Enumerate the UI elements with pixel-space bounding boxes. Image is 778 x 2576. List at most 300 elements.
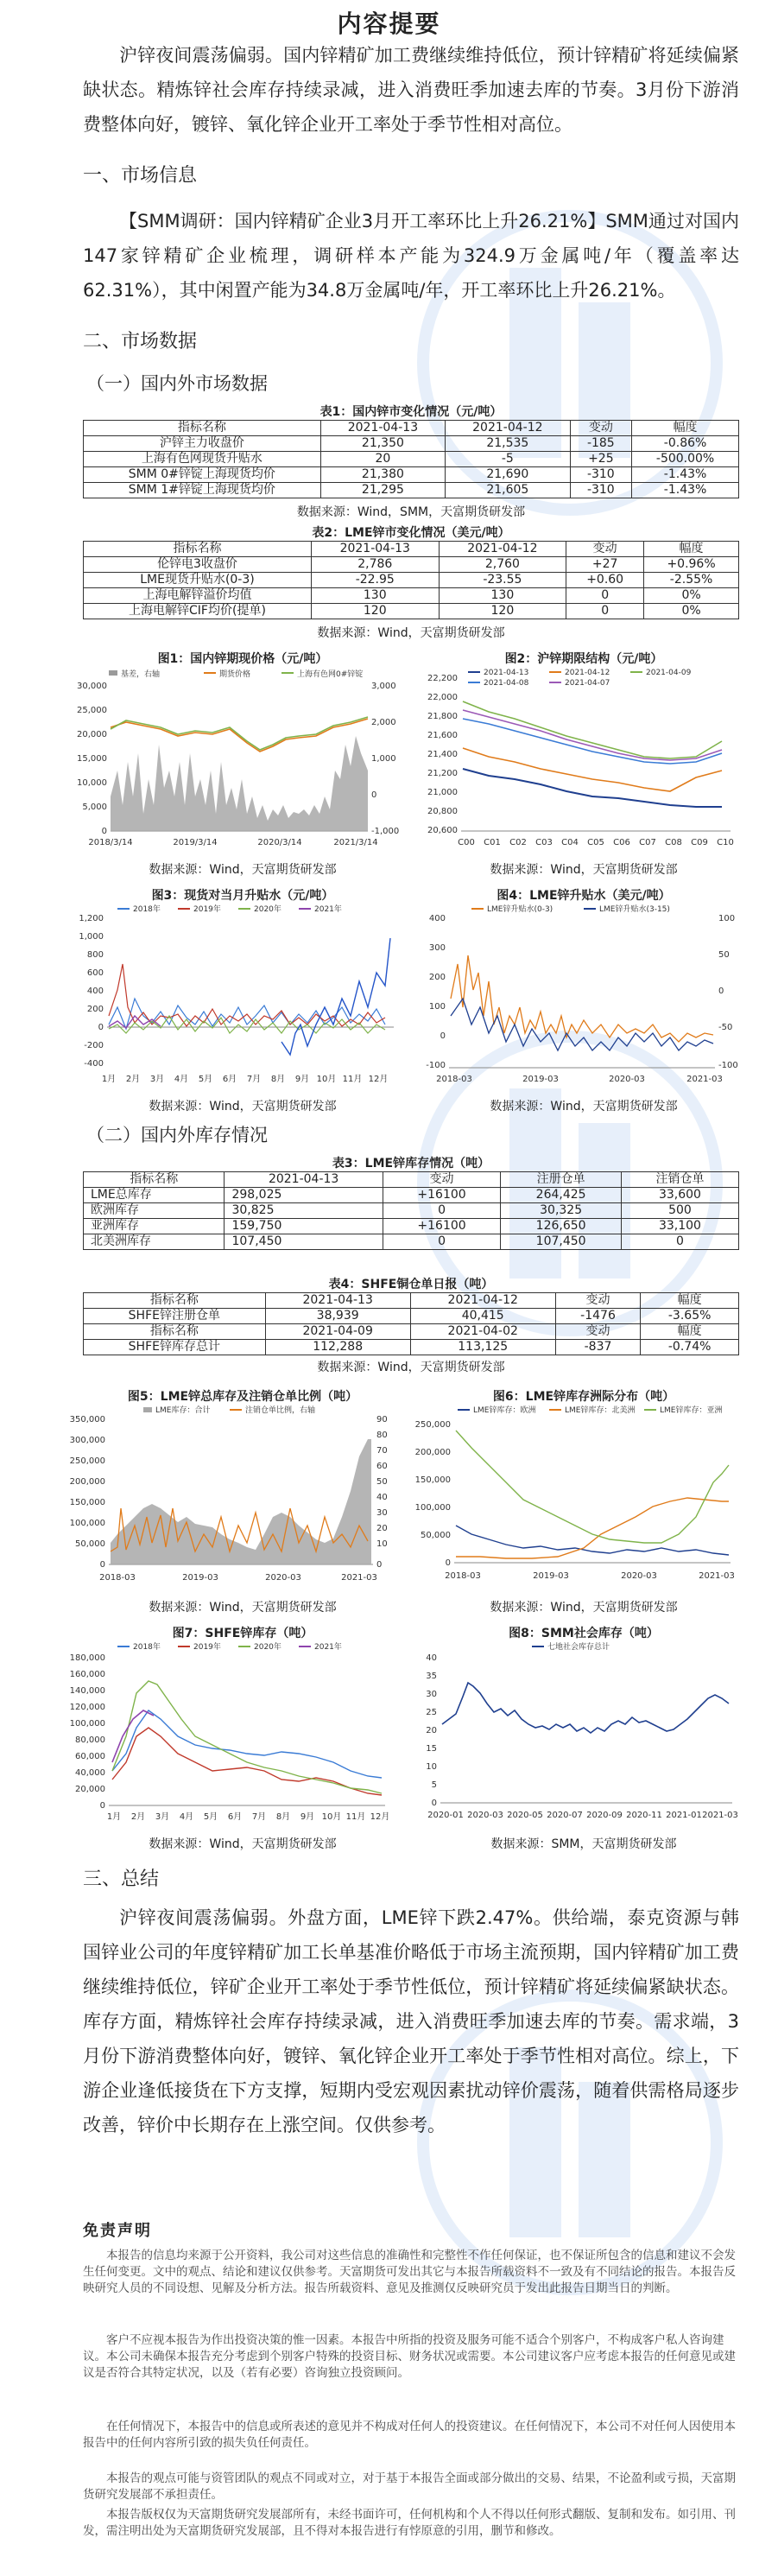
table-header: 注册仓单 — [501, 1172, 622, 1188]
domestic-zinc-table — [83, 420, 739, 498]
legend-label: LME库存：合计 — [155, 1406, 211, 1415]
y-tick: 20,800 — [427, 807, 458, 816]
table-cell: -1476 — [555, 1309, 641, 1324]
x-tick: 2019-03 — [182, 1573, 218, 1583]
fig5-source: 数据来源：Wind，天富期货研发部 — [149, 1601, 337, 1615]
fig5-caption: 图5：LME锌总库存及注销仓单比例（吨） — [127, 1390, 358, 1404]
table-cell: +25 — [570, 452, 632, 467]
table-cell: 120 — [311, 604, 439, 619]
table-row — [84, 1188, 739, 1203]
y2-tick: 0 — [371, 790, 377, 800]
table-cell: 21,535 — [446, 436, 570, 452]
table-header: 2021-04-13 — [265, 1293, 410, 1309]
y-tick: 300 — [428, 943, 446, 953]
legend-label: 期货价格 — [219, 670, 251, 679]
x-tick: 9月 — [294, 1075, 310, 1084]
curve-2021-04-12 — [463, 748, 722, 791]
disclaimer-paragraph: 本报告版权仅为天富期货研究发展部所有，未经书面许可，任何机构和个人不得以任何形式翻版、复制和发布。如引用、刊发，需注明出处为天富期货研究发展部，且不得对本报告进行有悖原意的引用，删节和修改。 — [83, 2508, 736, 2538]
y-tick: 25 — [426, 1708, 437, 1717]
x-tick: 2018-03 — [445, 1571, 481, 1581]
y-tick: 0 — [99, 1560, 105, 1570]
y-tick: 200 — [86, 1005, 104, 1014]
y-tick: -200 — [84, 1041, 104, 1050]
x-tick: 6月 — [227, 1812, 243, 1822]
fig1-y2-axis — [371, 682, 399, 836]
table-cell: 0 — [566, 588, 644, 604]
table-header: 幅度 — [632, 421, 739, 436]
fig4-y2-axis — [718, 914, 738, 1070]
x-tick: 2019-03 — [533, 1571, 569, 1581]
table-cell: LME现货升贴水(0-3) — [84, 573, 312, 588]
social-inventory-line — [442, 1683, 729, 1733]
x-tick: 2021-03 — [702, 1811, 738, 1820]
y-tick: 100 — [428, 1002, 446, 1012]
table-cell: 30,325 — [501, 1203, 622, 1219]
y-tick: 120,000 — [69, 1703, 105, 1712]
x-tick: 2020-09 — [586, 1811, 623, 1820]
y-tick: 600 — [86, 968, 104, 978]
table-header: 指标名称 — [84, 1324, 266, 1340]
fig1-y-axis — [77, 682, 107, 836]
y-tick: 0 — [431, 1799, 437, 1808]
fig1-legend — [109, 669, 363, 679]
x-tick: C06 — [613, 838, 630, 847]
y2-tick: -1,000 — [371, 827, 400, 836]
table-cell: -0.74% — [641, 1340, 739, 1355]
x-tick: 2018/3/14 — [88, 838, 133, 847]
fig4-y-axis — [426, 914, 446, 1070]
table-cell: SMM 1#锌锭上海现货均价 — [84, 483, 321, 498]
x-tick: 11月 — [342, 1075, 363, 1084]
x-tick: C03 — [535, 838, 553, 847]
y-tick: 160,000 — [69, 1670, 105, 1679]
fig6-x-axis — [445, 1571, 735, 1581]
x-tick: 4月 — [174, 1075, 189, 1084]
fig3-caption: 图3：现货对当月升贴水（元/吨） — [151, 889, 334, 903]
fig1-chart — [74, 667, 402, 857]
table-cell: 0% — [644, 604, 739, 619]
table-cell: 107,450 — [501, 1234, 622, 1250]
disclaimer-paragraph: 本报告的观点可能与资管团队的观点不同或对立，对于基于本报告全面或部分做出的交易、结果，不论盈利或亏损，天富期货研究发展部不承担责任。 — [83, 2471, 736, 2502]
lme-inventory-area — [111, 1439, 371, 1564]
table-cell: 130 — [439, 588, 566, 604]
y-tick: 35 — [426, 1672, 437, 1681]
y2-tick: 2,000 — [371, 718, 396, 727]
x-tick: 2月 — [125, 1075, 141, 1084]
fig4-x-axis — [436, 1075, 723, 1084]
fig5-legend — [143, 1405, 315, 1415]
table-cell: 126,650 — [501, 1219, 622, 1234]
legend-label: 2019年 — [193, 905, 221, 914]
y-tick: 400 — [428, 914, 446, 923]
y-tick: 21,400 — [427, 750, 458, 759]
y-tick: -400 — [84, 1059, 104, 1069]
fig8-y-axis — [426, 1653, 437, 1808]
table-cell: 112,288 — [265, 1340, 410, 1355]
table-header: 注销仓单 — [621, 1172, 738, 1188]
x-tick: C10 — [717, 838, 734, 847]
y-tick: 10,000 — [77, 778, 107, 788]
table1-source: 数据来源：Wind，SMM，天富期货研发部 — [296, 505, 526, 519]
table-header: 2021-04-12 — [439, 542, 566, 557]
y2-tick: 70 — [376, 1446, 388, 1456]
x-tick: 2019-03 — [522, 1075, 559, 1084]
table-cell: 30,825 — [225, 1203, 383, 1219]
x-tick: 2020-11 — [626, 1811, 662, 1820]
legend-label: 2020年 — [254, 905, 281, 914]
x-tick: 6月 — [222, 1075, 237, 1084]
table-header: 变动 — [570, 421, 632, 436]
y-tick: 140,000 — [69, 1686, 105, 1696]
table-cell: -500.00% — [632, 452, 739, 467]
table-cell: -185 — [570, 436, 632, 452]
table-row — [84, 604, 739, 619]
table-cell: -5 — [446, 452, 570, 467]
europe-line — [456, 1526, 729, 1555]
asia-line — [456, 1431, 729, 1543]
table-cell: +16100 — [383, 1219, 501, 1234]
legend-label: 2021年 — [314, 1643, 342, 1652]
y-tick: 0 — [445, 1558, 451, 1568]
table-header: 2021-04-13 — [320, 421, 445, 436]
y-tick: 250,000 — [69, 1456, 105, 1466]
table-cell: 298,025 — [225, 1188, 383, 1203]
table-cell: 亚洲库存 — [84, 1219, 225, 1234]
x-tick: 2月 — [130, 1812, 146, 1822]
fig3-x-axis — [102, 1074, 389, 1084]
table-header: 变动 — [555, 1293, 641, 1309]
y-tick: 21,000 — [427, 788, 458, 797]
table-cell: 2,786 — [311, 557, 439, 573]
x-tick: 5月 — [203, 1812, 218, 1822]
fig5-y-axis — [70, 1415, 105, 1570]
y2-tick: 1,000 — [371, 754, 396, 764]
market-info-paragraph: 【SMM调研：国内锌精矿企业3月开工率环比上升26.21%】SMM通过对国内147家锌精矿企业梳理，调研样本产能为324.9万金属吨/年（覆盖率达62.31%），其中闲置产能为34.8万金属吨/年，开工率环比上升26.21%。 — [83, 211, 739, 301]
fig4-source: 数据来源：Wind，天富期货研发部 — [490, 1100, 678, 1114]
y-tick: -100 — [426, 1061, 446, 1070]
x-tick: 12月 — [368, 1075, 389, 1084]
y2-tick: 3,000 — [371, 682, 396, 691]
table-cell: 0 — [383, 1203, 501, 1219]
legend-label: LME锌升贴水(3-15) — [599, 905, 670, 914]
y-tick: 22,000 — [427, 693, 458, 702]
legend-label: 七地社会库存总计 — [547, 1643, 610, 1652]
table-header: 幅度 — [644, 542, 739, 557]
y-tick: 25,000 — [77, 706, 107, 715]
y-tick: 21,800 — [427, 712, 458, 721]
fig2-y-axis — [427, 674, 458, 835]
legend-label: LME锌升贴水(0-3) — [487, 905, 553, 914]
fig2-chart — [420, 667, 748, 857]
table-row — [84, 588, 739, 604]
x-tick: 10月 — [321, 1812, 342, 1822]
x-tick: C01 — [484, 838, 501, 847]
table-row — [84, 573, 739, 588]
legend-label: 2021-04-08 — [484, 679, 529, 688]
table-cell: 20 — [320, 452, 445, 467]
table-header: 2021-04-13 — [311, 542, 439, 557]
legend-label: 2020年 — [254, 1643, 281, 1652]
table-cell: -0.86% — [632, 436, 739, 452]
y-tick: 80,000 — [75, 1735, 105, 1745]
table-cell: 120 — [439, 604, 566, 619]
table-cell: -22.95 — [311, 573, 439, 588]
y-tick: 5,000 — [82, 803, 107, 812]
table-cell: 113,125 — [410, 1340, 555, 1355]
table-cell: +0.60 — [566, 573, 644, 588]
disclaimer-title: 免责声明 — [83, 2222, 152, 2240]
legend-label: LME锌库存：欧洲 — [473, 1406, 536, 1415]
y-tick: 21,200 — [427, 769, 458, 778]
spread-0-3-line — [451, 955, 713, 1042]
fig3-legend — [117, 904, 342, 914]
y-tick: 800 — [86, 950, 104, 960]
table-header: 指标名称 — [84, 542, 312, 557]
conclusion-paragraph: 沪锌夜间震荡偏弱。外盘方面，LME锌下跌2.47%。供给端，泰克资源与韩国锌业公司的年度锌精矿加工长单基准价略低于市场主流预期，国内锌精矿加工费继续维持低位，锌矿企业开工率处于季节性低位，预计锌精矿将延续偏紧缺状态。库存方面，精炼锌社会库存持续录减，进入消费旺季加速去库的节奏。需求端，3月份下游消费整体向好，镀锌、氧化锌企业开工率处于季节性相对高位。综上，下游企业逢低接货在下方支撑，短期内受宏观因素扰动锌价震荡，随着供需格局逐步改善，锌价中长期存在上涨空间。仅供参考。 — [83, 1907, 739, 2135]
fig1-source: 数据来源：Wind，天富期货研发部 — [149, 863, 337, 877]
table-cell: 21,605 — [446, 483, 570, 498]
y-tick: 5 — [431, 1780, 437, 1790]
fig8-source: 数据来源：SMM，天富期货研发部 — [490, 1837, 677, 1851]
table-cell: 上海电解锌溢价均值 — [84, 588, 312, 604]
y-tick: 15,000 — [77, 754, 107, 764]
series-2018-late — [281, 938, 390, 1055]
y-tick: 0 — [98, 1023, 104, 1032]
table-cell: 0% — [644, 588, 739, 604]
table-cell: 21,380 — [320, 467, 445, 483]
section-market-data-title: 二、市场数据 — [83, 331, 198, 352]
x-tick: 11月 — [345, 1812, 366, 1822]
y-tick: 30 — [426, 1690, 437, 1699]
table-cell: 欧洲库存 — [84, 1203, 225, 1219]
table-header: 变动 — [383, 1172, 501, 1188]
y-tick: 100,000 — [69, 1719, 105, 1729]
legend-label: LME锌库存：北美洲 — [565, 1406, 636, 1415]
y-tick: 40,000 — [75, 1768, 105, 1778]
table2-source: 数据来源：Wind，天富期货研发部 — [317, 626, 505, 640]
lme-zinc-table — [83, 541, 739, 619]
table-cell: -837 — [555, 1340, 641, 1355]
table4-source: 数据来源：Wind，天富期货研发部 — [317, 1361, 505, 1374]
y2-tick: 60 — [376, 1462, 388, 1471]
x-tick: 1月 — [106, 1812, 122, 1822]
series-2020 — [112, 1681, 382, 1793]
y-tick: 150,000 — [414, 1475, 451, 1485]
table-header: 变动 — [566, 542, 644, 557]
fig6-source: 数据来源：Wind，天富期货研发部 — [490, 1601, 678, 1615]
fig2-source: 数据来源：Wind，天富期货研发部 — [490, 863, 678, 877]
x-tick: 2020-05 — [507, 1811, 543, 1820]
table-row — [84, 1234, 739, 1250]
y2-tick: 80 — [376, 1431, 388, 1440]
fig3-source: 数据来源：Wind，天富期货研发部 — [149, 1100, 337, 1114]
y2-tick: 50 — [718, 950, 730, 960]
fig7-legend — [117, 1641, 342, 1652]
table-cell: 沪锌主力收盘价 — [84, 436, 321, 452]
x-tick: C05 — [587, 838, 604, 847]
y2-tick: 20 — [376, 1524, 388, 1533]
table-cell: -3.65% — [641, 1309, 739, 1324]
table-row — [84, 467, 739, 483]
legend-label: 注销仓单比例，右轴 — [245, 1406, 316, 1415]
x-tick: 2021-01 — [666, 1811, 702, 1820]
y-tick: 1,200 — [79, 914, 104, 923]
y-tick: 50,000 — [421, 1531, 451, 1540]
x-tick: 8月 — [270, 1075, 286, 1084]
y-tick: 0 — [99, 1801, 105, 1811]
disclaimer-paragraph: 客户不应视本报告为作出投资决策的惟一因素。本报告中所指的投资及服务可能不适合个别客户，不构成客户私人咨询建议。本公司未确保本报告充分考虑到个别客户特殊的投资目标、财务状况或需要。本公司建议客户应考虑本报告的任何意见或建议是否符合其特定状况，以及（若有必要）咨询独立投资顾问。 — [83, 2333, 736, 2380]
table-row — [84, 452, 739, 467]
x-tick: C09 — [691, 838, 708, 847]
table-cell: 40,415 — [410, 1309, 555, 1324]
y-tick: 300,000 — [69, 1436, 105, 1445]
y-tick: 200,000 — [414, 1448, 451, 1457]
north-america-line — [456, 1498, 729, 1558]
fig6-legend — [458, 1405, 722, 1415]
y-tick: 20 — [426, 1726, 437, 1735]
table-header: 2021-04-12 — [410, 1293, 555, 1309]
table-cell: 0 — [383, 1234, 501, 1250]
table-cell: -1.43% — [632, 467, 739, 483]
y2-tick: 30 — [376, 1508, 388, 1518]
table-cell: 伦锌电3收盘价 — [84, 557, 312, 573]
lme-inventory-table — [83, 1171, 739, 1250]
legend-label: 2021-04-07 — [565, 679, 610, 688]
x-tick: 9月 — [300, 1812, 315, 1822]
fig6-y-axis — [415, 1420, 451, 1568]
y-tick: 0 — [101, 827, 107, 836]
fig1-x-axis — [88, 838, 377, 847]
fig5-x-axis — [99, 1573, 377, 1583]
y2-tick: 0 — [718, 987, 724, 996]
y-tick: 22,200 — [427, 674, 458, 683]
y-tick: 10 — [426, 1762, 437, 1772]
legend-label: 2018年 — [133, 1643, 161, 1652]
y2-tick: 100 — [718, 914, 736, 923]
table-cell: 264,425 — [501, 1188, 622, 1203]
table-cell: 上海电解锌CIF均价(提单) — [84, 604, 312, 619]
table1-caption: 表1：国内锌市变化情况（元/吨） — [319, 405, 503, 419]
table-cell: 159,750 — [225, 1219, 383, 1234]
curve-2021-04-09 — [463, 701, 722, 758]
x-tick: 4月 — [179, 1812, 194, 1822]
table-cell: 0 — [566, 604, 644, 619]
fig4-caption: 图4：LME锌升贴水（美元/吨） — [497, 889, 671, 903]
table-header: 幅度 — [641, 1293, 739, 1309]
table-cell: 33,600 — [621, 1188, 738, 1203]
subsection-market-data-title: （一）国内外市场数据 — [86, 373, 268, 394]
report-title: 内容提要 — [337, 10, 441, 38]
table-cell: 2,760 — [439, 557, 566, 573]
curve-2021-04-13 — [463, 769, 722, 807]
x-tick: C02 — [509, 838, 527, 847]
x-tick: 2020-03 — [467, 1811, 503, 1820]
fig6-chart — [411, 1405, 748, 1595]
table-header: 指标名称 — [84, 1172, 225, 1188]
x-tick: C00 — [458, 838, 475, 847]
y-tick: 20,000 — [77, 730, 107, 739]
y2-tick: 10 — [376, 1539, 388, 1549]
legend-swatch — [143, 1407, 152, 1412]
table-row — [84, 557, 739, 573]
fig8-chart — [411, 1641, 748, 1831]
table-header: 2021-04-12 — [446, 421, 570, 436]
y2-tick: 50 — [376, 1477, 388, 1487]
x-tick: C08 — [665, 838, 682, 847]
table-cell: 21,350 — [320, 436, 445, 452]
fig7-chart — [66, 1641, 402, 1831]
y-tick: 150,000 — [69, 1498, 105, 1507]
y-tick: 40 — [426, 1653, 437, 1663]
fig5-chart — [66, 1405, 402, 1595]
disclaimer-paragraph: 本报告的信息均来源于公开资料，我公司对这些信息的准确性和完整性不作任何保证，也不保证所包含的信息和建议不会发生任何变更。文中的观点、结论和建议仅供参考。天富期货可发出其它与本报告所载资料不一致及有不同结论的报告。本报告反映研究人员的不同设想、见解及分析方法。报告所载资料、意见及推测仅反映研究员于发出此报告日期当日的判断。 — [83, 2249, 736, 2295]
fig4-legend — [471, 904, 670, 914]
y-tick: 50,000 — [75, 1539, 105, 1549]
y-tick: 60,000 — [75, 1752, 105, 1761]
table-cell: 北美洲库存 — [84, 1234, 225, 1250]
legend-label: 2021年 — [314, 905, 342, 914]
section-summary-title: 三、总结 — [83, 1869, 160, 1890]
x-tick: 2020-01 — [427, 1811, 464, 1820]
table-cell: 21,690 — [446, 467, 570, 483]
legend-label: 2018年 — [133, 905, 161, 914]
y2-tick: -100 — [718, 1061, 738, 1070]
table-header: 2021-04-02 — [410, 1324, 555, 1340]
x-tick: 2020-07 — [547, 1811, 583, 1820]
table-cell: +0.96% — [644, 557, 739, 573]
table-cell: -2.55% — [644, 573, 739, 588]
table-cell: +16100 — [383, 1188, 501, 1203]
x-tick: 2018-03 — [99, 1573, 136, 1583]
legend-label: LME锌库存：亚洲 — [660, 1406, 723, 1415]
table-cell: -310 — [570, 467, 632, 483]
legend-label: 2021-04-13 — [484, 669, 529, 677]
table-cell: SHFE锌注册仓单 — [84, 1309, 266, 1324]
basis-area — [111, 736, 368, 831]
x-tick: 2019/3/14 — [173, 838, 218, 847]
legend-swatch — [109, 670, 117, 676]
fig3-chart — [74, 904, 402, 1094]
table-row — [84, 1309, 739, 1324]
legend-label: 2021-04-09 — [646, 669, 692, 677]
table-cell: -310 — [570, 483, 632, 498]
fig1-caption: 图1：国内锌期现价格（元/吨） — [157, 652, 328, 666]
y2-tick: -50 — [718, 1023, 733, 1032]
table-cell: SMM 0#锌锭上海现货均价 — [84, 467, 321, 483]
table-cell: 21,295 — [320, 483, 445, 498]
y-tick: 20,600 — [427, 826, 458, 835]
table-row — [84, 1219, 739, 1234]
y-tick: 250,000 — [414, 1420, 451, 1430]
table-cell: -1.43% — [632, 483, 739, 498]
y-tick: 30,000 — [77, 682, 107, 691]
x-tick: 1月 — [101, 1075, 117, 1084]
x-tick: 5月 — [198, 1075, 213, 1084]
fig3-y-axis — [79, 914, 104, 1069]
spot-price-line — [111, 717, 368, 750]
subsection-inventory-title: （二）国内外库存情况 — [86, 1125, 268, 1145]
table-cell: LME总库存 — [84, 1188, 225, 1203]
x-tick: 2021-03 — [341, 1573, 377, 1583]
x-tick: 2020-03 — [609, 1075, 645, 1084]
legend-label: 基差，右轴 — [121, 670, 161, 679]
y2-tick: 0 — [376, 1560, 383, 1570]
table-row — [84, 483, 739, 498]
table-cell: +27 — [566, 557, 644, 573]
table-row — [84, 436, 739, 452]
x-tick: 2021-03 — [686, 1075, 723, 1084]
table-header: 2021-04-09 — [265, 1324, 410, 1340]
